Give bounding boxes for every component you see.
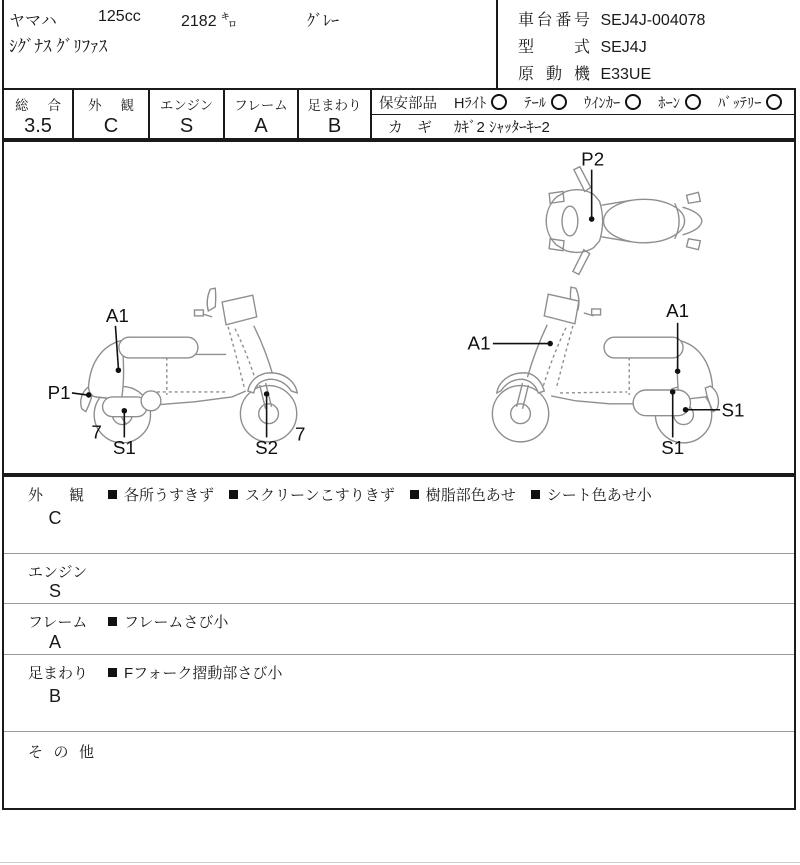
mark-7: 7 (91, 421, 102, 443)
header-divider (496, 0, 498, 88)
score-label: エンジン (159, 98, 214, 113)
safety-parts-label: 保安部品 (379, 95, 437, 112)
section-grade: B (48, 686, 61, 706)
score-label: フレーム (234, 98, 288, 113)
score-label: 足まわり (307, 98, 362, 113)
score-cell-total (4, 90, 74, 138)
status-ok-circle-icon (625, 94, 641, 110)
section-notes (108, 484, 652, 505)
mark-s2: S2 (255, 437, 279, 459)
model-code-value: SEJ4J (600, 39, 647, 56)
score-grade: S (179, 115, 194, 137)
score-cell-frame (225, 90, 299, 138)
mark-a1: A1 (467, 332, 491, 354)
status-ok-circle-icon (491, 94, 507, 110)
score-label: 総合 (15, 98, 61, 113)
safety-item-battery: ﾊﾞｯﾃﾘｰ (718, 92, 783, 113)
mark-p1: P1 (47, 381, 71, 403)
section-notes (108, 611, 228, 632)
note-item: フレームさび小 (108, 611, 228, 632)
key-value: ｶｷﾞ2 ｼｬｯﾀｰｷｰ2 (454, 119, 550, 136)
chassis-number-label: 車台番号 (518, 12, 590, 29)
score-grade: C (103, 115, 119, 137)
mark-a1: A1 (666, 299, 690, 321)
displacement: 125cc (98, 8, 141, 25)
key-label: カギ (388, 119, 432, 136)
note-bullet-icon (108, 617, 117, 626)
mark-a1: A1 (105, 304, 129, 326)
model-code-row (518, 34, 647, 57)
note-item: シート色あせ小 (531, 484, 652, 505)
model-name: ｼｸﾞﾅｽ ｸﾞﾘﾌｧｽ (9, 37, 108, 56)
body-color: ｸﾞﾚｰ (307, 13, 340, 30)
note-bullet-icon (108, 668, 117, 677)
status-ok-circle-icon (551, 94, 567, 110)
note-item: Fフォーク摺動部さび小 (108, 662, 282, 683)
score-grade: B (327, 115, 342, 137)
section-label: エンジン (28, 564, 88, 581)
note-bullet-icon (410, 490, 419, 499)
section-notes (108, 662, 282, 683)
score-cell-exterior (74, 90, 150, 138)
score-grade: 3.5 (24, 115, 52, 137)
engine-code-value: E33UE (600, 66, 652, 83)
note-bullet-icon (229, 490, 238, 499)
score-label: 外観 (88, 98, 134, 113)
section-grade: A (48, 632, 61, 652)
model-code-label: 型式 (518, 39, 590, 56)
note-item: 各所うすきず (108, 484, 214, 505)
mark-s1: S1 (112, 437, 136, 459)
status-ok-circle-icon (766, 94, 782, 110)
score-table (2, 88, 796, 140)
section-undercarriage (4, 654, 794, 731)
damage-diagram (2, 140, 796, 475)
section-label: 足まわり (28, 665, 89, 682)
safety-item-winker: ｳｲﾝｶｰ (584, 92, 641, 113)
safety-item-headlight: Hﾗｲﾄ (454, 92, 507, 113)
condition-sections (2, 475, 796, 810)
score-cell-undercarriage (299, 90, 372, 138)
safety-parts-row (372, 90, 794, 115)
mark-p2: P2 (581, 148, 605, 170)
note-bullet-icon (531, 490, 540, 499)
chassis-number-row (518, 7, 705, 30)
section-engine (4, 553, 794, 603)
safety-item-tail: ﾃｰﾙ (524, 92, 567, 113)
section-other (4, 731, 794, 808)
note-item: スクリーンこすりきず (229, 484, 395, 505)
score-cell-engine (150, 90, 225, 138)
section-frame (4, 603, 794, 654)
section-exterior (4, 477, 794, 553)
section-label: フレーム (28, 614, 88, 631)
scooter-diagram-svg (4, 142, 794, 473)
safety-item-horn: ﾎｰﾝ (658, 92, 701, 113)
section-grade: S (48, 581, 61, 601)
key-row (372, 115, 794, 138)
mileage: 2182 ㌔ (181, 13, 238, 30)
mark-s1: S1 (661, 437, 685, 459)
score-grade: A (254, 115, 268, 137)
engine-code-row (518, 61, 651, 84)
note-bullet-icon (108, 490, 117, 499)
maker-name: ヤマハ (9, 13, 57, 30)
status-ok-circle-icon (685, 94, 701, 110)
mark-7: 7 (294, 423, 306, 445)
scooter-top-view (546, 167, 702, 275)
mark-s1: S1 (721, 399, 745, 421)
safety-parts-panel (372, 90, 794, 138)
scan-edge-line (0, 862, 800, 863)
kilometer-unit: ㌔ (221, 13, 238, 30)
section-label: その他 (28, 744, 94, 761)
section-label: 外観 (28, 487, 84, 504)
note-item: 樹脂部色あせ (410, 484, 516, 505)
engine-code-label: 原動機 (518, 66, 590, 83)
leader-lines (72, 170, 720, 438)
section-grade: C (48, 508, 62, 528)
chassis-number-value: SEJ4J-004078 (600, 12, 706, 29)
